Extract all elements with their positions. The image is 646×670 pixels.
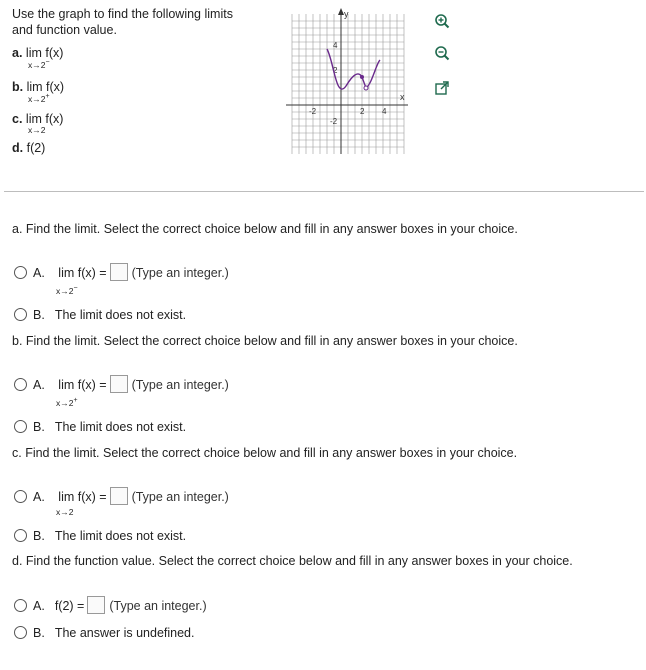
- zoom-in-button[interactable]: [434, 13, 450, 29]
- part-c-lim: lim f(x): [25, 112, 64, 126]
- part-a-dir: −: [45, 59, 50, 66]
- question-a-answer-box[interactable]: [110, 263, 128, 281]
- zoom-in-icon: [434, 13, 450, 29]
- x-axis-label: x: [400, 92, 405, 102]
- part-a-sub: x→2: [28, 59, 46, 70]
- instructions: [12, 6, 233, 38]
- question-a-choice-b-text: The limit does not exist.: [54, 308, 187, 322]
- question-b-sub-text: x→2: [56, 397, 74, 408]
- part-b-label: b.: [12, 80, 24, 94]
- popout-icon: [434, 80, 450, 96]
- open-point: [364, 86, 368, 90]
- question-a-sub-text: x→2: [56, 285, 74, 296]
- question-c-lim-sub: [56, 507, 73, 517]
- part-d-text: f(2): [26, 141, 46, 155]
- question-d-hint: (Type an integer.): [109, 599, 207, 613]
- question-a-choice-b[interactable]: [14, 308, 186, 322]
- question-b-hint: (Type an integer.): [131, 378, 229, 392]
- section-divider: [4, 191, 644, 192]
- question-a-lim: lim f(x) =: [58, 266, 107, 280]
- question-d-radio-a[interactable]: [14, 599, 27, 612]
- question-a-prompt: a. Find the limit. Select the correct choice below and fill in any answer boxes in your choice.: [12, 222, 518, 236]
- part-b-lim: lim f(x): [26, 80, 65, 94]
- tick-y-neg2: -2: [330, 117, 338, 126]
- zoom-out-button[interactable]: [434, 45, 450, 61]
- question-c-hint: (Type an integer.): [131, 490, 229, 504]
- popout-button[interactable]: [434, 80, 450, 96]
- question-d-choice-a[interactable]: [14, 596, 207, 614]
- tick-y-4: 4: [333, 41, 338, 50]
- question-c-answer-box[interactable]: [110, 487, 128, 505]
- question-d-prompt: d. Find the function value. Select the correct choice below and fill in any answer boxes in your choice.: [12, 554, 573, 568]
- part-a-lim: lim f(x): [25, 46, 64, 60]
- zoom-out-icon: [434, 45, 450, 61]
- question-d-choice-a-letter: A.: [33, 599, 45, 613]
- part-b-sub: x→2: [28, 93, 46, 104]
- question-d-choice-b[interactable]: [14, 626, 194, 640]
- instructions-line-2: and function value.: [12, 23, 117, 37]
- question-b-lim-sub: [56, 397, 78, 408]
- question-d-choice-b-text: The answer is undefined.: [54, 626, 195, 640]
- question-c-sub-text: x→2: [56, 507, 74, 517]
- question-b-answer-box[interactable]: [110, 375, 128, 393]
- part-d-label: d.: [12, 141, 24, 155]
- question-a-hint: (Type an integer.): [131, 266, 229, 280]
- question-d-choice-b-letter: B.: [33, 626, 45, 640]
- question-b-radio-b[interactable]: [14, 420, 27, 433]
- question-b-sub-dir: +: [73, 397, 78, 404]
- tick-x-2: 2: [360, 107, 365, 116]
- part-b-dir: +: [45, 93, 50, 100]
- question-a-radio-a[interactable]: [14, 266, 27, 279]
- question-b-choice-a[interactable]: [14, 375, 229, 393]
- part-c-label: c.: [12, 112, 23, 126]
- question-b-lim: lim f(x) =: [58, 378, 107, 392]
- question-c-choice-a-letter: A.: [33, 490, 45, 504]
- question-c-choice-b[interactable]: [14, 529, 186, 543]
- tick-x-4: 4: [382, 107, 387, 116]
- question-a-choice-a-letter: A.: [33, 266, 45, 280]
- question-b-prompt: b. Find the limit. Select the correct choice below and fill in any answer boxes in your choice.: [12, 334, 518, 348]
- question-c-choice-a[interactable]: [14, 487, 229, 505]
- part-a-label: a.: [12, 46, 23, 60]
- y-axis-label: y: [344, 9, 349, 19]
- instructions-line-1: Use the graph to find the following limits: [12, 7, 233, 21]
- question-c-choice-b-letter: B.: [33, 529, 45, 543]
- question-a-choice-b-letter: B.: [33, 308, 45, 322]
- part-c: [12, 112, 63, 135]
- question-c-radio-b[interactable]: [14, 529, 27, 542]
- question-c-radio-a[interactable]: [14, 490, 27, 503]
- question-b-choice-b[interactable]: [14, 420, 186, 434]
- tick-y-2: 2: [333, 66, 338, 75]
- tick-x-neg2: -2: [309, 107, 317, 116]
- function-graph: [282, 4, 412, 154]
- part-c-sub: x→2: [28, 125, 46, 135]
- question-a-radio-b[interactable]: [14, 308, 27, 321]
- question-a-choice-a[interactable]: [14, 263, 229, 281]
- question-c-lim: lim f(x) =: [58, 490, 107, 504]
- part-b: [12, 80, 64, 104]
- question-b-radio-a[interactable]: [14, 378, 27, 391]
- question-a-sub-dir: −: [73, 285, 78, 292]
- question-d-text: f(2) =: [54, 599, 85, 613]
- question-b-choice-a-letter: A.: [33, 378, 45, 392]
- question-c-prompt: c. Find the limit. Select the correct choice below and fill in any answer boxes in your choice.: [12, 446, 518, 460]
- question-c-choice-b-text: The limit does not exist.: [54, 529, 187, 543]
- question-d-answer-box[interactable]: [87, 596, 105, 614]
- part-d: [12, 141, 45, 155]
- part-a: [12, 46, 63, 70]
- question-d-radio-b[interactable]: [14, 626, 27, 639]
- question-b-choice-b-text: The limit does not exist.: [54, 420, 187, 434]
- closed-point: [360, 75, 364, 79]
- question-b-choice-b-letter: B.: [33, 420, 45, 434]
- question-a-lim-sub: [56, 285, 78, 296]
